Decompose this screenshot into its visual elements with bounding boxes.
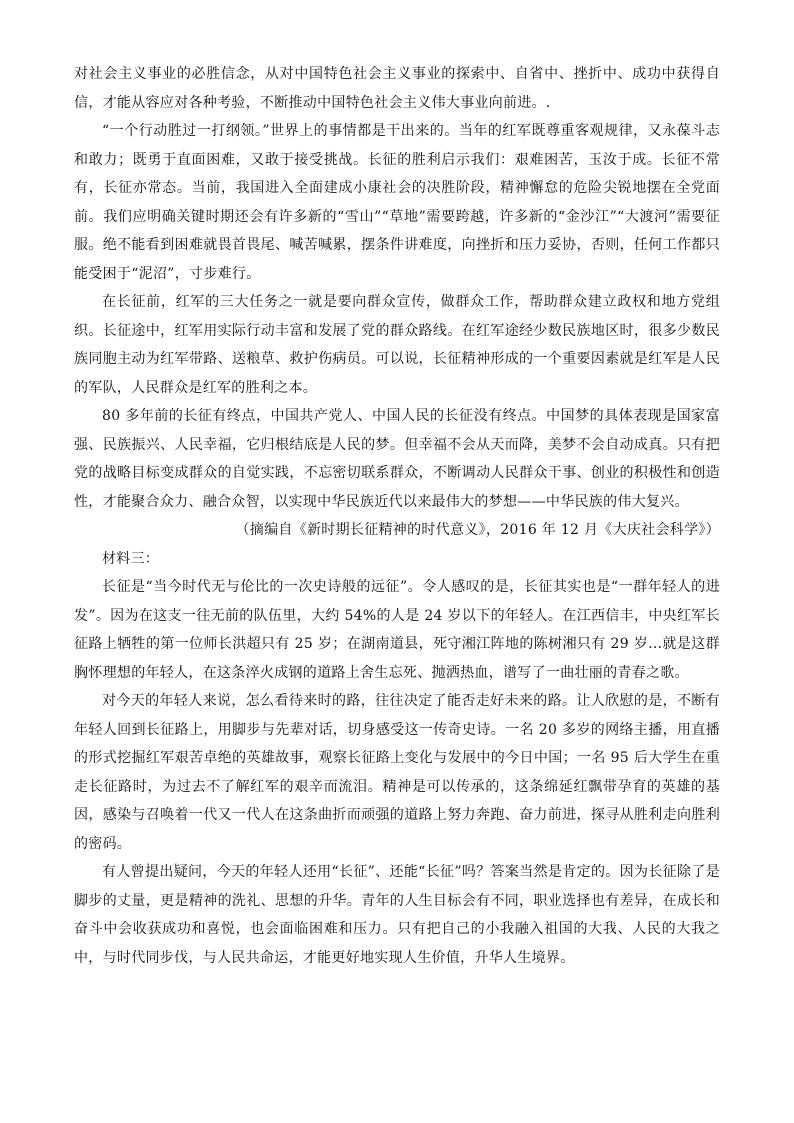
source-citation: （摘编自《新时期长征精神的时代意义》，2016 年 12 月《大庆社会科学》） — [235, 522, 720, 538]
paragraph-2: “一个行动胜过一打纲领。”世界上的事情都是干出来的。当年的红军既尊重客观规律，又永葆斗志和敢力；既勇于直面困难，又敢于接受挑战。长征的胜利启示我们：艰难困苦，玉汝于成。长征不常有，长征亦常态。当前，我国进入全面建成小康社会的决胜阶段，精神懈怠的危险尖锐地摆在全党面前。我们应明确关键时期还会有许多新的“雪山”“草地”需要跨越，许多新的“金沙江”“大渡河”需要征服。绝不能看到困难就畏首畏尾、喊苦喊累，摆条件讲难度，向挫折和压力妥协，否则，任何工作都只能受困于“泥沼”，寸步难行。 — [74, 123, 720, 282]
paragraph-3: 在长征前，红军的三大任务之一就是要向群众宣传，做群众工作，帮助群众建立政权和地方党组织。长征途中，红军用实际行动丰富和发展了党的群众路线。在红军途经少数民族地区时，很多少数民族同胞主动为红军带路、送粮草、救护伤病员。可以说，长征精神形成的一个重要因素就是红军是人民的军队，人民群众是红军的胜利之本。 — [74, 294, 720, 396]
paragraph-5: 长征是“当今时代无与伦比的一次史诗般的远征”。令人感叹的是，长征其实也是“一群年轻人的进发”。因为在这支一往无前的队伍里，大约 54%的人是 24 岁以下的年轻人。在江西信丰，中央红军长征路上牺牲的第一位师长洪超只有 25 岁；在湖南道县，死守湘江阵地的陈树湘只有 29 岁…就是这群胸怀理想的年轻人，在这条淬火成钢的道路上舍生忘死、抛洒热血，谱写了一曲壮丽的青春之歌。 — [74, 579, 720, 681]
paragraph-1: 对社会主义事业的必胜信念，从对中国特色社会主义事业的探索中、自省中、挫折中、成功中获得自信，才能从容应对各种考验，不断推动中国特色社会主义伟大事业向前进。. — [74, 66, 720, 111]
material-label: 材料三： — [102, 550, 160, 567]
paragraph-6: 对今天的年轻人来说，怎么看待来时的路，往往决定了能否走好未来的路。让人欣慰的是，不断有年轻人回到长征路上，用脚步与先辈对话，切身感受这一传奇史诗。一名 20 多岁的网络主播，用直播的形式挖掘红军艰苦卓绝的英雄故事，观察长征路上变化与发展中的今日中国；一名 95 后大学生在重走长征路时，为过去不了解红军的艰辛而流泪。精神是可以传承的，这条绵延红飘带孕育的英雄的基因，感染与召唤着一代又一代人在这条曲折而顽强的道路上努力奔跑、奋力前进，探寻从胜利走向胜利的密码。 — [74, 693, 720, 852]
paragraph-7: 有人曾提出疑问，今天的年轻人还用“长征”、还能“长征”吗？答案当然是肯定的。因为长征除了是脚步的丈量，更是精神的洗礼、思想的升华。青年的人生目标会有不同，职业选择也有差异，在成长和奋斗中会收获成功和喜悦，也会面临困难和压力。只有把自己的小我融入祖国的大我、人民的大我之中，与时代同步伐，与人民共命运，才能更好地实现人生价值，升华人生境界。 — [74, 864, 720, 966]
document-page — [74, 60, 720, 972]
paragraph-4: 80 多年前的长征有终点，中国共产党人、中国人民的长征没有终点。中国梦的具体表现是国家富强、民族振兴、人民幸福，它归根结底是人民的梦。但幸福不会从天而降，美梦不会自动成真。只有把党的战略目标变成群众的自觉实践，不忘密切联系群众，不断调动人民群众干事、创业的积极性和创造性，才能聚合众力、融合众智，以实现中华民族近代以来最伟大的梦想——中华民族的伟大复兴。 — [74, 408, 720, 510]
